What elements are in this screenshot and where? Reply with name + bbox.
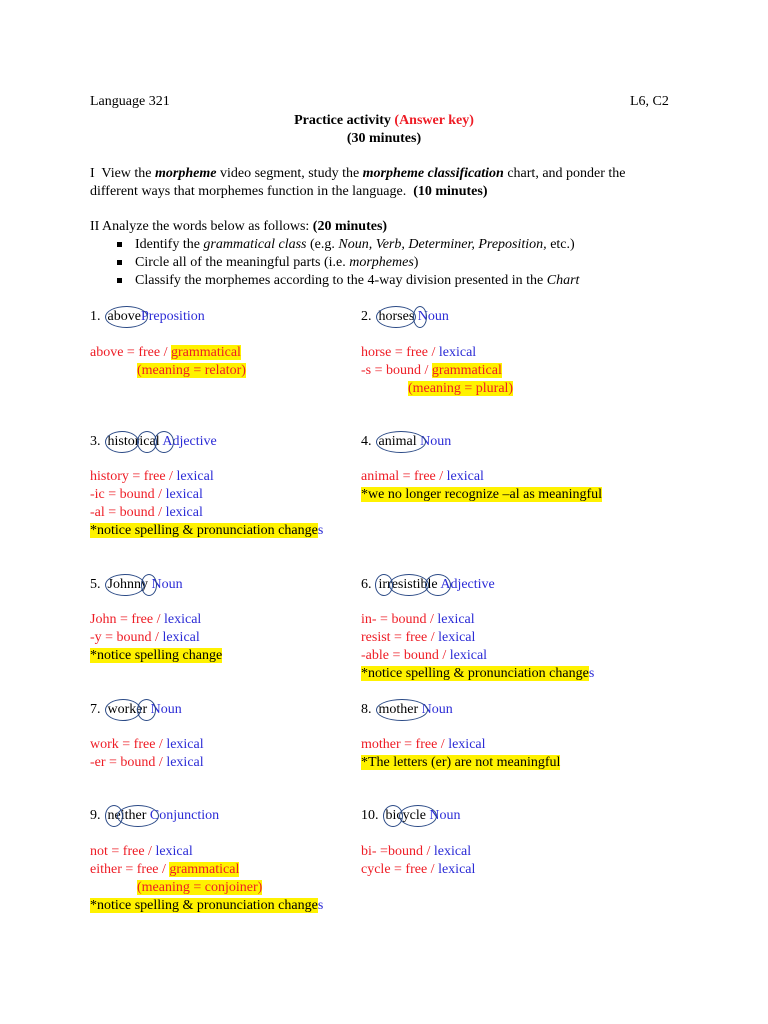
- item-7-line-2: -er = bound / lexical: [90, 755, 204, 770]
- part1-text: View the: [101, 166, 152, 181]
- part1-text: different ways that morphemes function in the language.: [90, 184, 407, 199]
- item-8-line-1: mother = free / lexical: [361, 737, 486, 752]
- part1-line1: [90, 165, 626, 183]
- item-9-line-3: (meaning = conjoiner): [137, 880, 263, 895]
- item-10-line-1: bi- =bound / lexical: [361, 844, 472, 859]
- item-5-line-2: -y = bound / lexical: [90, 630, 200, 645]
- item-10-line-2: cycle = free / lexical: [361, 862, 476, 877]
- item-5-note: *notice spelling change: [90, 648, 223, 663]
- part1-line2: [90, 183, 487, 201]
- item-9-word: neither: [108, 807, 147, 825]
- item-7-class: Noun: [150, 702, 182, 717]
- course-title: Language 321: [90, 94, 170, 109]
- item-8-analysis: [361, 736, 560, 772]
- item-9-analysis: [90, 843, 323, 915]
- item-3-note: *notice spelling & pronunciation changes: [90, 523, 324, 538]
- item-5-word: Johnny: [108, 576, 148, 594]
- item-8-class: Noun: [421, 702, 453, 717]
- item-6-word: irresistible: [379, 576, 438, 594]
- item-1-heading: 1. above Preposition: [90, 308, 205, 326]
- part1-text: chart, and ponder the: [507, 166, 626, 181]
- item-10-heading: 10. bicycle Noun: [361, 807, 461, 825]
- item-5-heading: 5. Johnny Noun: [90, 576, 183, 594]
- item-6-line-3: -able = bound / lexical: [361, 648, 488, 663]
- item-10-class: Noun: [429, 808, 461, 823]
- item-8-note: *The letters (er) are not meaningful: [361, 755, 561, 770]
- part1-time: (10 minutes): [413, 184, 488, 199]
- instruction-list: [117, 236, 579, 290]
- part1-numeral: I: [90, 166, 95, 181]
- item-5-line-1: John = free / lexical: [90, 612, 202, 627]
- item-4-analysis: [361, 468, 602, 504]
- item-2-word: horses: [379, 308, 415, 326]
- item-3-line-3: -al = bound / lexical: [90, 505, 203, 520]
- item-8-word: mother: [379, 701, 419, 719]
- item-4-word: animal: [379, 433, 417, 451]
- item-5-analysis: [90, 611, 222, 665]
- item-9-heading: 9. neither Conjunction: [90, 807, 219, 825]
- part2-time: (20 minutes): [312, 219, 388, 234]
- item-3-class: Adjective: [162, 434, 217, 449]
- part1-text: video segment, study the: [219, 166, 360, 181]
- item-4-note: *we no longer recognize –al as meaningful: [361, 487, 603, 502]
- item-7-word: worker: [108, 701, 148, 719]
- part2-heading: [90, 218, 387, 236]
- item-2-heading: 2. horses Noun: [361, 308, 449, 326]
- item-3-word: historical: [108, 433, 160, 451]
- item-7-heading: 7. worker Noun: [90, 701, 182, 719]
- bullet-icon: [117, 242, 122, 247]
- item-3-line-1: history = free / lexical: [90, 469, 214, 484]
- bullet-icon: [117, 278, 122, 283]
- part1-term-classification: morpheme classification: [362, 166, 504, 181]
- item-3-line-2: -ic = bound / lexical: [90, 487, 203, 502]
- part1-term-morpheme: morpheme: [155, 166, 217, 181]
- item-6-line-1: in- = bound / lexical: [361, 612, 475, 627]
- item-9-line-2: either = free / grammatical: [90, 862, 240, 877]
- item-9-line-1: not = free / lexical: [90, 844, 193, 859]
- item-9-note: *notice spelling & pronunciation changes: [90, 898, 324, 913]
- item-4-class: Noun: [420, 434, 452, 449]
- item-6-analysis: [361, 611, 594, 683]
- instruction-item: Circle all of the meaningful parts (i.e. morphemes): [117, 254, 579, 272]
- instruction-item: Classify the morphemes according to the 4-way division presented in the Chart: [117, 272, 579, 290]
- instruction-item: Identify the grammatical class (e.g. Noun, Verb, Determiner, Preposition, etc.): [117, 236, 579, 254]
- item-1-word: above: [108, 308, 141, 326]
- item-10-analysis: [361, 843, 475, 879]
- item-4-heading: 4. animal Noun: [361, 433, 451, 451]
- item-4-line-1: animal = free / lexical: [361, 469, 484, 484]
- item-6-class: Adjective: [440, 577, 495, 592]
- item-5-class: Noun: [151, 577, 183, 592]
- title-answer-key: (Answer key): [394, 113, 474, 128]
- part2-heading-text: II Analyze the words below as follows:: [90, 219, 310, 234]
- title-duration: (30 minutes): [346, 131, 422, 146]
- item-3-heading: 3. historical Adjective: [90, 433, 217, 451]
- item-6-line-2: resist = free / lexical: [361, 630, 476, 645]
- item-2-class: Noun: [417, 309, 449, 324]
- item-1-class: Preposition: [140, 309, 205, 324]
- item-6-heading: 6. irresistible Adjective: [361, 576, 495, 594]
- item-6-note: *notice spelling & pronunciation changes: [361, 666, 595, 681]
- page-title: [0, 112, 768, 130]
- item-2-analysis: horse = free / lexical -s = bound / grammatical (meaning = plural): [361, 345, 514, 396]
- item-3-analysis: [90, 468, 323, 540]
- item-7-analysis: [90, 736, 204, 772]
- item-9-class: Conjunction: [149, 808, 220, 823]
- item-10-word: bicycle: [386, 807, 426, 825]
- bullet-icon: [117, 260, 122, 265]
- item-7-line-1: work = free / lexical: [90, 737, 204, 752]
- title-main: Practice activity: [294, 113, 391, 128]
- item-1-analysis: above = free / grammatical (meaning = relator): [90, 345, 246, 378]
- item-8-heading: 8. mother Noun: [361, 701, 453, 719]
- lesson-code: L6, C2: [630, 94, 669, 109]
